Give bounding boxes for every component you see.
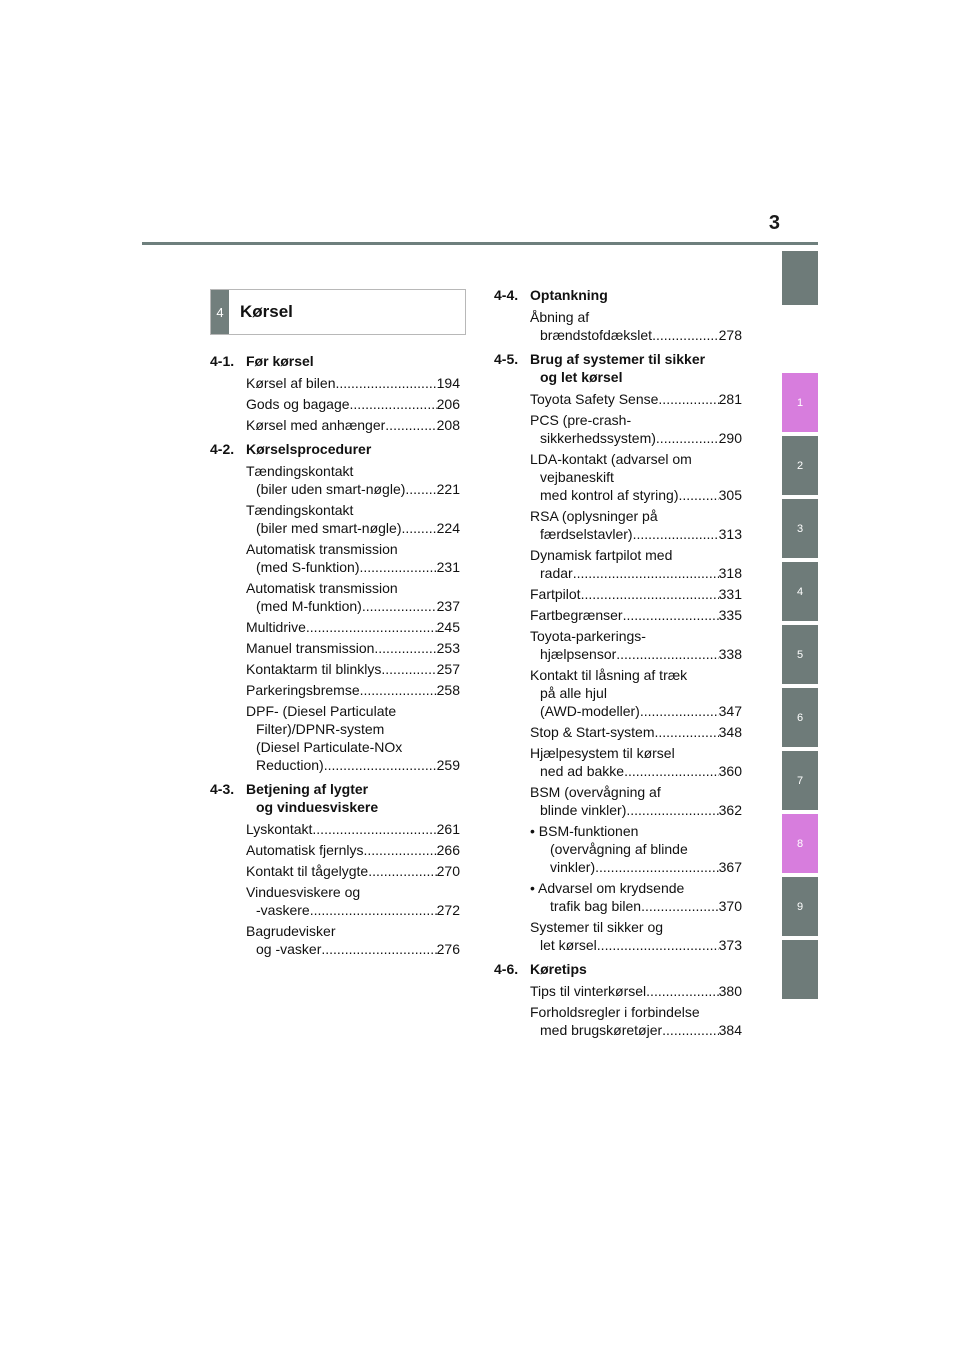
- section-number: 4: [211, 290, 229, 334]
- toc-entry[interactable]: [210, 639, 460, 657]
- toc-page-number: 206: [436, 396, 460, 412]
- toc-page-number: 261: [436, 821, 460, 837]
- toc-page-number: 266: [436, 842, 460, 858]
- toc-column-right: [494, 286, 742, 1045]
- chapter-tab-2[interactable]: 2: [782, 436, 818, 495]
- toc-entry-line: (Diesel Particulate-NOx: [256, 739, 403, 755]
- dot-leader: [624, 762, 719, 780]
- section-heading: [210, 289, 466, 335]
- toc-entry[interactable]: [494, 507, 742, 543]
- toc-entry-title: hjælpsensor: [540, 646, 617, 662]
- toc-group: [494, 960, 742, 1039]
- toc-group-heading[interactable]: [494, 350, 742, 386]
- chapter-tab-4[interactable]: 4: [782, 562, 818, 621]
- dot-leader: [656, 429, 719, 447]
- toc-entry-line: Åbning af: [530, 309, 590, 325]
- toc-group-title: [246, 780, 460, 816]
- dot-leader: [321, 940, 436, 958]
- toc-group-number: 4-2.: [210, 441, 235, 457]
- toc-entry-title: Tips til vinterkørsel: [530, 983, 647, 999]
- page-number: 3: [768, 212, 780, 234]
- toc-entry-line: Hjælpesystem til kørsel: [530, 745, 675, 761]
- dot-leader: [616, 645, 718, 663]
- toc-entry-line: Tændingskontakt: [246, 502, 354, 518]
- toc-group-number: 4-3.: [210, 781, 235, 797]
- chapter-tab-3[interactable]: 3: [782, 499, 818, 558]
- toc-entry[interactable]: [494, 308, 742, 344]
- dot-leader: [312, 820, 436, 838]
- dot-leader: [597, 936, 719, 954]
- toc-page-number: 278: [718, 327, 742, 343]
- dot-leader: [662, 1021, 718, 1039]
- toc-entry-title: Manuel transmission: [246, 640, 375, 656]
- dot-leader: [359, 558, 436, 576]
- toc-group: [210, 440, 460, 774]
- toc-entry[interactable]: [494, 585, 742, 603]
- toc-page-number: 281: [718, 391, 742, 407]
- toc-entry-title: med brugskøretøjer: [540, 1022, 663, 1038]
- toc-entry[interactable]: [494, 450, 742, 504]
- toc-entry-title: (med S-funktion): [256, 559, 360, 575]
- toc-entry[interactable]: [494, 1003, 742, 1039]
- toc-entry-title: (med M-funktion): [256, 598, 362, 614]
- dot-leader: [573, 564, 719, 582]
- toc-entry-title: sikkerhedssystem): [540, 430, 656, 446]
- toc-group-heading[interactable]: [210, 780, 460, 816]
- toc-entry-title: Reduction): [256, 757, 324, 773]
- toc-entry-line: Vinduesviskere og: [246, 884, 361, 900]
- toc-page-number: 224: [436, 520, 460, 536]
- toc-group-title: [246, 440, 460, 458]
- toc-entry-line: LDA-kontakt (advarsel om: [530, 451, 692, 467]
- toc-entry-title: Kørsel af bilen: [246, 375, 336, 391]
- chapter-tab-7[interactable]: 7: [782, 751, 818, 810]
- toc-entry-title: trafik bag bilen: [550, 898, 642, 914]
- toc-entry[interactable]: [494, 390, 742, 408]
- toc-entry[interactable]: [210, 501, 460, 537]
- toc-entry[interactable]: [494, 982, 742, 1000]
- toc-entry-title: Stop & Start-system: [530, 724, 655, 740]
- toc-entry-title: Multidrive: [246, 619, 306, 635]
- toc-group: [210, 352, 460, 434]
- dot-leader: [679, 486, 719, 504]
- toc-entry[interactable]: [494, 918, 742, 954]
- toc-group-title: [530, 960, 742, 978]
- toc-group-title-line: Brug af systemer til sikker: [530, 351, 706, 367]
- dot-leader: [324, 756, 437, 774]
- toc-page-number: 257: [436, 661, 460, 677]
- toc-entry-title: Parkeringsbremse: [246, 682, 360, 698]
- toc-group-title: [530, 350, 742, 386]
- toc-entry-title: Kørsel med anhænger: [246, 417, 386, 433]
- toc-page-number: 380: [718, 983, 742, 999]
- toc-entry-line: PCS (pre-crash-: [530, 412, 632, 428]
- toc-group-heading[interactable]: [210, 440, 460, 458]
- dot-leader: [306, 618, 437, 636]
- toc-entry-title: (biler med smart-nøgle): [256, 520, 402, 536]
- toc-page-number: 305: [718, 487, 742, 503]
- toc-entry[interactable]: [494, 879, 742, 915]
- dot-leader: [362, 597, 437, 615]
- toc-entry-title: brændstofdækslet: [540, 327, 653, 343]
- toc-group-heading[interactable]: [210, 352, 460, 370]
- toc-page-number: 338: [718, 646, 742, 662]
- toc-page-number: 318: [718, 565, 742, 581]
- toc-entry-title: (biler uden smart-nøgle): [256, 481, 406, 497]
- toc-entry[interactable]: [210, 862, 460, 880]
- toc-entry-line: Bagrudevisker: [246, 923, 336, 939]
- toc-group-title-line: Optankning: [530, 287, 608, 303]
- toc-entry-title: Automatisk fjernlys: [246, 842, 364, 858]
- toc-entry[interactable]: [210, 462, 460, 498]
- toc-entry[interactable]: [210, 374, 460, 392]
- toc-page-number: 373: [718, 937, 742, 953]
- toc-page-number: 290: [718, 430, 742, 446]
- toc-entry[interactable]: [210, 841, 460, 859]
- toc-entry-title: Lyskontakt: [246, 821, 313, 837]
- toc-entry-line: Dynamisk fartpilot med: [530, 547, 673, 563]
- dot-leader: [381, 660, 436, 678]
- toc-page-number: 335: [718, 607, 742, 623]
- toc-page-number: 313: [718, 526, 742, 542]
- dot-leader: [640, 702, 719, 720]
- toc-entry[interactable]: [210, 681, 460, 699]
- toc-group: [494, 286, 742, 344]
- toc-page-number: 347: [718, 703, 742, 719]
- toc-page-number: 348: [718, 724, 742, 740]
- chapter-tab-8[interactable]: 8: [782, 814, 818, 873]
- toc-entry[interactable]: [494, 546, 742, 582]
- toc-page-number: 272: [436, 902, 460, 918]
- toc-entry[interactable]: [210, 702, 460, 774]
- dot-leader: [401, 519, 436, 537]
- toc-entry[interactable]: [494, 783, 742, 819]
- toc-entry-line: Systemer til sikker og: [530, 919, 664, 935]
- toc-page-number: 253: [436, 640, 460, 656]
- toc-entry[interactable]: [210, 820, 460, 838]
- toc-page-number: 270: [436, 863, 460, 879]
- toc-entry[interactable]: [210, 922, 460, 958]
- dot-leader: [654, 723, 718, 741]
- toc-entry-title: Gods og bagage: [246, 396, 350, 412]
- toc-group-title-line: Betjening af lygter: [246, 781, 369, 797]
- toc-page-number: 245: [436, 619, 460, 635]
- toc-entry-title: Kontakt til tågelygte: [246, 863, 369, 879]
- toc-entry[interactable]: [210, 395, 460, 413]
- toc-group: [494, 350, 742, 954]
- toc-entry-title: med kontrol af styring): [540, 487, 679, 503]
- dot-leader: [595, 858, 719, 876]
- chapter-tab-9[interactable]: 9: [782, 877, 818, 936]
- toc-group-title-line: og let kørsel: [540, 369, 623, 385]
- toc-group-heading[interactable]: [494, 286, 742, 304]
- toc-entry-title: færdselstavler): [540, 526, 633, 542]
- toc-group-title: [246, 352, 460, 370]
- dot-leader: [646, 982, 718, 1000]
- toc-page-number: 194: [436, 375, 460, 391]
- toc-entry-title: Fartpilot: [530, 586, 581, 602]
- toc-page-number: 331: [718, 586, 742, 602]
- toc-entry-title: -vaskere: [256, 902, 310, 918]
- chapter-tab-6[interactable]: 6: [782, 688, 818, 747]
- dot-leader: [623, 606, 719, 624]
- dot-leader: [368, 862, 436, 880]
- chapter-tab[interactable]: [782, 940, 818, 999]
- dot-leader: [335, 374, 436, 392]
- dot-leader: [581, 585, 719, 603]
- toc-group-number: 4-4.: [494, 287, 519, 303]
- toc-entry-title: let kørsel: [540, 937, 597, 953]
- chapter-tab-1[interactable]: 1: [782, 373, 818, 432]
- dot-leader: [385, 416, 436, 434]
- toc-group-number: 4-6.: [494, 961, 519, 977]
- toc-entry-title: radar: [540, 565, 573, 581]
- toc-entry[interactable]: [210, 618, 460, 636]
- toc-group: [210, 780, 460, 958]
- toc-page-number: 231: [436, 559, 460, 575]
- toc-page-number: 237: [436, 598, 460, 614]
- toc-page-number: 367: [718, 859, 742, 875]
- dot-leader: [658, 390, 718, 408]
- toc-entry[interactable]: [210, 579, 460, 615]
- dot-leader: [641, 897, 719, 915]
- toc-entry-line: Toyota-parkerings-: [530, 628, 646, 644]
- toc-entry-line: DPF- (Diesel Particulate: [246, 703, 397, 719]
- toc-entry-title: Kontaktarm til blinklys: [246, 661, 382, 677]
- toc-entry[interactable]: [494, 666, 742, 720]
- toc-entry-title: vinkler): [550, 859, 596, 875]
- toc-page-number: 362: [718, 802, 742, 818]
- toc-entry-title: ned ad bakke: [540, 763, 625, 779]
- toc-group-heading[interactable]: [494, 960, 742, 978]
- dot-leader: [405, 480, 436, 498]
- toc-entry[interactable]: [494, 822, 742, 876]
- toc-entry-line: Automatisk transmission: [246, 580, 398, 596]
- toc-entry[interactable]: [494, 606, 742, 624]
- toc-entry-line: • BSM-funktionen: [530, 823, 639, 839]
- toc-group-number: 4-5.: [494, 351, 519, 367]
- toc-group-title-line: Køretips: [530, 961, 587, 977]
- dot-leader: [360, 681, 437, 699]
- toc-group-number: 4-1.: [210, 353, 235, 369]
- toc-entry-title: og -vasker: [256, 941, 322, 957]
- toc-entry-line: på alle hjul: [540, 685, 607, 701]
- chapter-tab-5[interactable]: 5: [782, 625, 818, 684]
- toc-entry-line: BSM (overvågning af: [530, 784, 661, 800]
- toc-entry-title: Fartbegrænser: [530, 607, 623, 623]
- toc-entry-line: Kontakt til låsning af træk: [530, 667, 688, 683]
- toc-page-number: 360: [718, 763, 742, 779]
- section-title: Kørsel: [240, 302, 293, 321]
- toc-page-number: 259: [436, 757, 460, 773]
- toc-entry-line: (overvågning af blinde: [550, 841, 688, 857]
- toc-entry-line: Tændingskontakt: [246, 463, 354, 479]
- toc-entry[interactable]: [210, 416, 460, 434]
- toc-entry-title: Toyota Safety Sense: [530, 391, 659, 407]
- chapter-tab[interactable]: [782, 251, 818, 305]
- toc-entry[interactable]: [210, 540, 460, 576]
- toc-entry-line: vejbaneskift: [540, 469, 614, 485]
- toc-entry-line: Forholdsregler i forbindelse: [530, 1004, 700, 1020]
- dot-leader: [626, 801, 718, 819]
- toc-group-title-line: Kørselsprocedurer: [246, 441, 372, 457]
- toc-entry-line: RSA (oplysninger på: [530, 508, 658, 524]
- toc-entry[interactable]: [494, 627, 742, 663]
- header-rule: [142, 242, 818, 245]
- dot-leader: [633, 525, 719, 543]
- toc-entry[interactable]: [210, 660, 460, 678]
- toc-entry-line: Automatisk transmission: [246, 541, 398, 557]
- toc-entry-line: Filter)/DPNR-system: [256, 721, 385, 737]
- toc-entry-title: (AWD-modeller): [540, 703, 640, 719]
- toc-page-number: 384: [718, 1022, 742, 1038]
- toc-entry[interactable]: [494, 744, 742, 780]
- toc-page-number: 258: [436, 682, 460, 698]
- toc-group-title-line: og vinduesviskere: [256, 799, 379, 815]
- toc-entry[interactable]: [494, 411, 742, 447]
- toc-group-title-line: Før kørsel: [246, 353, 314, 369]
- dot-leader: [374, 639, 436, 657]
- toc-page-number: 208: [436, 417, 460, 433]
- dot-leader: [350, 395, 437, 413]
- dot-leader: [652, 326, 719, 344]
- toc-group-title: [530, 286, 742, 304]
- dot-leader: [310, 901, 437, 919]
- dot-leader: [363, 841, 436, 859]
- toc-column-left: [210, 352, 460, 964]
- toc-entry-line: • Advarsel om krydsende: [530, 880, 685, 896]
- toc-page-number: 276: [436, 941, 460, 957]
- toc-page-number: 221: [436, 481, 460, 497]
- toc-entry[interactable]: [494, 723, 742, 741]
- toc-entry-title: blinde vinkler): [540, 802, 627, 818]
- toc-page-number: 370: [718, 898, 742, 914]
- toc-entry[interactable]: [210, 883, 460, 919]
